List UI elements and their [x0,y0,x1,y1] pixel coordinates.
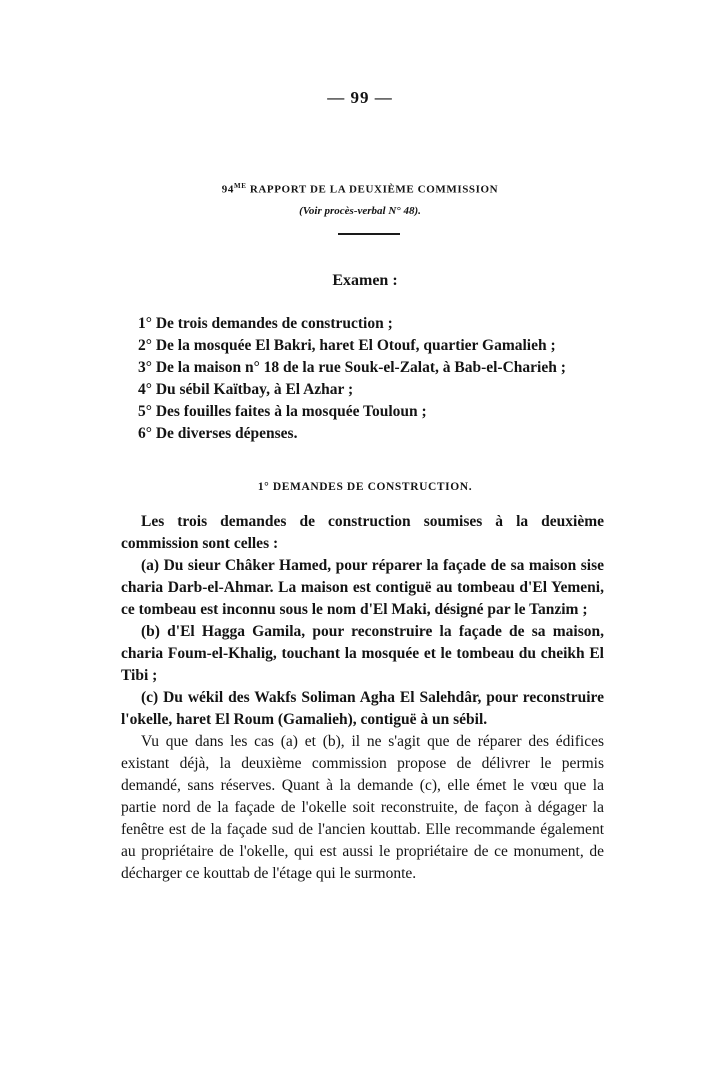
page-number: — 99 — [327,88,393,107]
paragraph-item-b: (b) d'El Hagga Gamila, pour reconstruire la façade de sa maison, charia Foum-el-Khalig, touchant la mosquée et le tombeau du cheikh El Tibi ; [121,623,604,684]
report-number-suffix: ME [233,182,247,190]
section-heading: 1° DEMANDES DE CONSTRUCTION. [257,481,473,493]
paragraph-item-a: (a) Du sieur Châker Hamed, pour réparer la façade de sa maison sise charia Darb-el-Ahmar. La maison est contiguë au tombeau d'El Yemeni, ce tombeau est inconnu sous le nom d'El Maki, désigné par le Tanzim ; [121,557,604,618]
paragraph-intro: Les trois demandes de construction soumises à la deuxième commission sont celles : [121,513,604,552]
report-number: 94 [221,183,234,196]
examen-item: 3° De la maison n° 18 de la rue Souk-el-Zalat, à Bab-el-Charieh ; [138,359,566,376]
examen-item: 6° De diverses dépenses. [138,425,298,442]
paragraph-conclusion: Vu que dans les cas (a) et (b), il ne s'agit que de réparer des édifices existant déjà, la deuxième commission propose de délivrer le permis demandé, sans réserves. Quant à la demande (c), elle émet le vœu que la partie nord de la façade de l'okelle soit reconstruite, de façon à dégager la fenêtre est de la façade sud de l'ancien kouttab. Elle recommande également au propriétaire de l'okelle, qui est aussi le propriétaire de ce monument, de décharger ce kouttab de l'étage qui le surmonte. [121,733,604,882]
paragraph-item-c: (c) Du wékil des Wakfs Soliman Agha El Salehdâr, pour reconstruire l'okelle, haret El Roum (Gamalieh), contiguë à un sébil. [121,689,604,728]
examen-item: 4° Du sébil Kaïtbay, à El Azhar ; [138,381,354,398]
examen-item: 1° De trois demandes de construction ; [138,315,393,332]
examen-item: 5° Des fouilles faites à la mosquée Touloun ; [138,403,427,420]
report-title-text: RAPPORT DE LA DEUXIÈME COMMISSION [246,183,499,196]
report-title [0,182,720,196]
body-text [121,511,604,885]
report-reference: (Voir procès-verbal N° 48). [299,205,421,217]
examen-item: 2° De la mosquée El Bakri, haret El Otouf, quartier Gamalieh ; [138,337,556,354]
examen-heading: Examen : [332,272,398,289]
divider-rule [338,233,400,235]
examen-list [138,313,618,445]
